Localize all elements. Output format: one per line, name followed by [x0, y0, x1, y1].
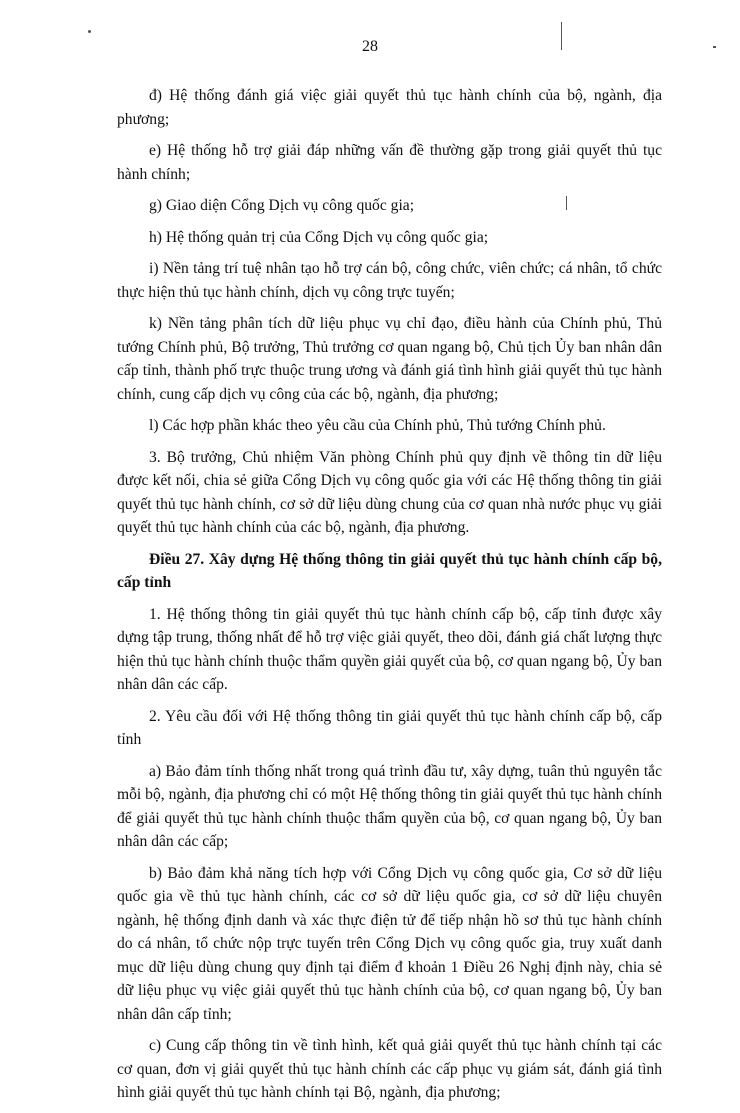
paragraph: 2. Yêu cầu đối với Hệ thống thông tin giải quyết thủ tục hành chính cấp bộ, cấp tỉnh	[117, 707, 662, 748]
paragraph: k) Nền tảng phân tích dữ liệu phục vụ chỉ đạo, điều hành của Chính phủ, Thủ tướng Chính phủ, Bộ trưởng, Thủ trưởng cơ quan ngang bộ, Chủ tịch Ủy ban nhân dân cấp tỉnh, thành phố trực thuộc trung ương và đánh giá tình hình giải quyết thủ tục hành chính, cung cấp dịch vụ công của các bộ, ngành, địa phương;	[117, 315, 662, 403]
paragraph: i) Nền tảng trí tuệ nhân tạo hỗ trợ cán bộ, công chức, viên chức; cá nhân, tổ chức thực hiện thủ tục hành chính, dịch vụ công trực tuyến;	[117, 260, 662, 301]
paragraph: đ) Hệ thống đánh giá việc giải quyết thủ tục hành chính của bộ, ngành, địa phương;	[117, 87, 662, 128]
scan-mark	[88, 30, 91, 33]
paragraph: b) Bảo đảm khả năng tích hợp với Cổng Dịch vụ công quốc gia, Cơ sở dữ liệu quốc gia về thủ tục hành chính, các cơ sở dữ liệu quốc gia, cơ sở dữ liệu chuyên ngành, hệ thống định danh và xác thực điện tử để tiếp nhận hồ sơ thủ tục hành chính do cá nhân, tổ chức nộp trực tuyến trên Cổng Dịch vụ công quốc gia, truy xuất danh mục dữ liệu dùng chung quy định tại điểm đ khoản 1 Điều 26 Nghị định này, chia sẻ dữ liệu phục vụ việc giải quyết thủ tục hành chính của bộ, cơ quan ngang bộ, Ủy ban nhân dân cấp tỉnh;	[117, 864, 662, 1023]
paragraph: 1. Hệ thống thông tin giải quyết thủ tục hành chính cấp bộ, cấp tỉnh được xây dựng tập trung, thống nhất để hỗ trợ việc giải quyết, theo dõi, đánh giá chất lượng thực hiện thủ tục hành chính thuộc thẩm quyền giải quyết của bộ, cơ quan ngang bộ, Ủy ban nhân dân các cấp.	[117, 605, 662, 693]
paragraph: l) Các hợp phần khác theo yêu cầu của Chính phủ, Thủ tướng Chính phủ.	[149, 417, 606, 434]
paragraph: h) Hệ thống quản trị của Cổng Dịch vụ công quốc gia;	[149, 228, 489, 246]
scan-mark	[713, 46, 716, 48]
document-body	[117, 84, 662, 1113]
article-heading: Điều 27. Xây dựng Hệ thống thông tin giải quyết thủ tục hành chính cấp bộ, cấp tỉnh	[117, 550, 662, 591]
page-number: 28	[362, 38, 378, 55]
paragraph: g) Giao diện Cổng Dịch vụ công quốc gia;	[149, 197, 415, 214]
paragraph: e) Hệ thống hỗ trợ giải đáp những vấn đề thường gặp trong giải quyết thủ tục hành chính;	[117, 142, 662, 183]
paragraph: a) Bảo đảm tính thống nhất trong quá trình đầu tư, xây dựng, tuân thủ nguyên tắc mỗi bộ, ngành, địa phương chỉ có một Hệ thống thông tin giải quyết thủ tục hành chính để giải quyết thủ tục hành chính thuộc thẩm quyền của bộ, cơ quan ngang bộ, Ủy ban nhân dân các cấp;	[117, 762, 662, 850]
scan-mark	[561, 22, 562, 50]
paragraph: c) Cung cấp thông tin về tình hình, kết quả giải quyết thủ tục hành chính tại các cơ quan, đơn vị giải quyết thủ tục hành chính các cấp phục vụ giám sát, đánh giá tình hình giải quyết thủ tục hành chính tại Bộ, ngành, địa phương;	[117, 1037, 662, 1101]
paragraph: 3. Bộ trưởng, Chủ nhiệm Văn phòng Chính phủ quy định về thông tin dữ liệu được kết nối, chia sẻ giữa Cổng Dịch vụ công quốc gia với các Hệ thống thông tin giải quyết thủ tục hành chính, cơ sở dữ liệu dùng chung của cơ quan nhà nước phục vụ giải quyết thủ tục hành chính của các bộ, ngành, địa phương.	[117, 448, 662, 536]
